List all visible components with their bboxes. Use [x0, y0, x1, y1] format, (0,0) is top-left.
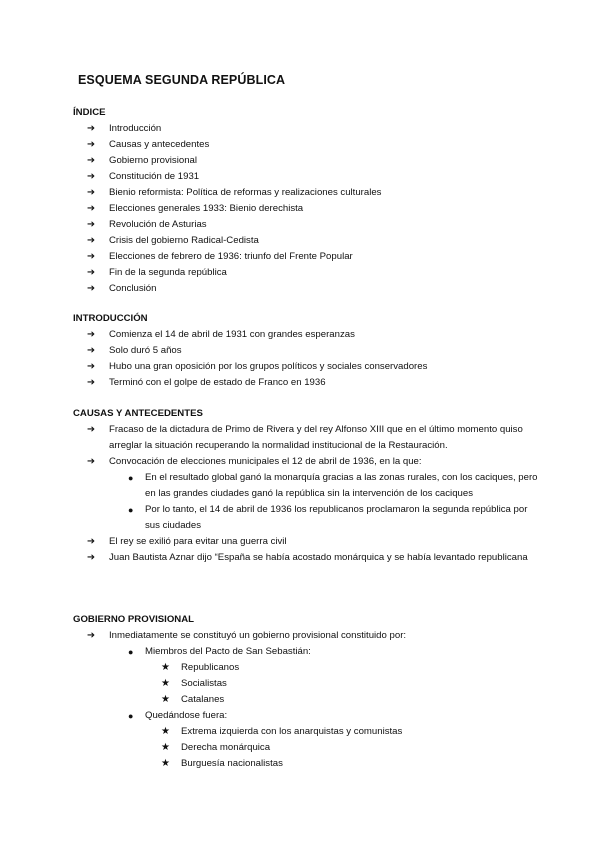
item-text: Solo duró 5 años	[109, 345, 182, 356]
indice-item: Revolución de Asturias	[109, 219, 207, 230]
section-heading: CAUSAS Y ANTECEDENTES	[73, 408, 203, 419]
bullet-icon: ●	[128, 647, 134, 657]
item-text: Terminó con el golpe de estado de Franco en 1936	[109, 377, 326, 388]
list-item	[73, 249, 543, 265]
introduccion-list	[73, 327, 543, 391]
list-item	[73, 185, 543, 201]
arrow-icon: ➔	[87, 139, 96, 150]
arrow-icon: ➔	[87, 203, 96, 214]
item-text: Extrema izquierda con los anarquistas y comunistas	[181, 726, 403, 737]
indice-list	[73, 121, 543, 297]
indice-item: Bienio reformista: Política de reformas y realizaciones culturales	[109, 187, 382, 198]
arrow-icon: ➔	[87, 187, 96, 198]
item-text: En el resultado global ganó la monarquía gracias a las zonas rurales, con los caciques, pero en las grandes ciudades ganó la república sin la intervención de los caciques	[145, 472, 538, 499]
star-icon: ★	[161, 742, 170, 753]
sub-list-item	[109, 644, 543, 708]
arrow-icon: ➔	[87, 377, 96, 388]
arrow-icon: ➔	[87, 267, 96, 278]
list-item	[73, 121, 543, 137]
item-text: Catalanes	[181, 694, 225, 705]
list-item	[73, 153, 543, 169]
arrow-icon: ➔	[87, 536, 96, 547]
item-text: Socialistas	[181, 678, 227, 689]
list-item	[73, 534, 543, 550]
list-item	[73, 217, 543, 233]
list-item	[73, 281, 543, 297]
arrow-icon: ➔	[87, 345, 96, 356]
sub-list	[109, 470, 543, 534]
list-item	[73, 169, 543, 185]
arrow-icon: ➔	[87, 630, 96, 641]
list-item	[73, 233, 543, 249]
arrow-icon: ➔	[87, 456, 96, 467]
item-text: Derecha monárquica	[181, 742, 271, 753]
list-item	[73, 422, 543, 454]
arrow-icon: ➔	[87, 251, 96, 262]
arrow-icon: ➔	[87, 219, 96, 230]
arrow-icon: ➔	[87, 424, 96, 435]
section-heading: INTRODUCCIÓN	[73, 313, 148, 324]
item-text: Burguesía nacionalistas	[181, 758, 283, 769]
star-icon: ★	[161, 758, 170, 769]
star-item	[145, 676, 543, 692]
item-text: Fracaso de la dictadura de Primo de Rivera y del rey Alfonso XIII que en el último momento quiso arreglar la situación recuperando la normalidad institucional de la Restauración.	[109, 424, 523, 451]
item-text: Convocación de elecciones municipales el 12 de abril de 1936, en la que:	[109, 456, 422, 467]
indice-item: Conclusión	[109, 283, 157, 294]
list-item	[73, 550, 543, 566]
list-item	[73, 375, 543, 391]
arrow-icon: ➔	[87, 283, 96, 294]
sub-list-item	[109, 470, 543, 502]
star-icon: ★	[161, 694, 170, 705]
bullet-icon: ●	[128, 473, 134, 483]
arrow-icon: ➔	[87, 155, 96, 166]
item-text: Por lo tanto, el 14 de abril de 1936 los republicanos proclamaron la segunda república por sus ciudades	[145, 504, 528, 531]
star-item	[145, 756, 543, 772]
item-text: Comienza el 14 de abril de 1931 con grandes esperanzas	[109, 329, 355, 340]
arrow-icon: ➔	[87, 123, 96, 134]
sub-sub-list	[145, 724, 543, 772]
indice-item: Elecciones generales 1933: Bienio derechista	[109, 203, 304, 214]
sub-sub-list	[145, 660, 543, 708]
section-heading: GOBIERNO PROVISIONAL	[73, 614, 194, 625]
section-introduccion	[73, 311, 543, 391]
indice-item: Gobierno provisional	[109, 155, 197, 166]
sub-list-item	[109, 502, 543, 534]
arrow-icon: ➔	[87, 361, 96, 372]
star-item	[145, 660, 543, 676]
section-causas	[73, 406, 543, 566]
arrow-icon: ➔	[87, 171, 96, 182]
indice-item: Elecciones de febrero de 1936: triunfo del Frente Popular	[109, 251, 353, 262]
indice-item: Crisis del gobierno Radical-Cedista	[109, 235, 259, 246]
star-item	[145, 740, 543, 756]
bullet-icon: ●	[128, 505, 134, 515]
star-icon: ★	[161, 678, 170, 689]
bullet-icon: ●	[128, 711, 134, 721]
list-item	[73, 265, 543, 281]
list-item	[73, 343, 543, 359]
arrow-icon: ➔	[87, 235, 96, 246]
list-item	[73, 359, 543, 375]
list-item	[73, 137, 543, 153]
indice-item: Causas y antecedentes	[109, 139, 210, 150]
list-item	[73, 628, 543, 772]
section-heading: ÍNDICE	[73, 107, 106, 118]
item-text: Juan Bautista Aznar dijo “España se había acostado monárquica y se había levantado republicana	[109, 552, 528, 563]
document-title: ESQUEMA SEGUNDA REPÚBLICA	[78, 73, 286, 87]
gobierno-list	[73, 628, 543, 772]
star-item	[145, 692, 543, 708]
indice-item: Fin de la segunda república	[109, 267, 227, 278]
sub-list	[109, 644, 543, 772]
arrow-icon: ➔	[87, 552, 96, 563]
arrow-icon: ➔	[87, 329, 96, 340]
item-text: Quedándose fuera:	[145, 710, 228, 721]
indice-item: Constitución de 1931	[109, 171, 200, 182]
star-icon: ★	[161, 662, 170, 673]
list-item	[73, 327, 543, 343]
section-gobierno	[73, 612, 543, 772]
item-text: Hubo una gran oposición por los grupos políticos y sociales conservadores	[109, 361, 428, 372]
star-item	[145, 724, 543, 740]
causas-list	[73, 422, 543, 566]
sub-list-item	[109, 708, 543, 772]
item-text: Miembros del Pacto de San Sebastián:	[145, 646, 311, 657]
star-icon: ★	[161, 726, 170, 737]
list-item	[73, 454, 543, 534]
item-text: Inmediatamente se constituyó un gobierno provisional constituido por:	[109, 630, 407, 641]
item-text: El rey se exilió para evitar una guerra civil	[109, 536, 287, 547]
item-text: Republicanos	[181, 662, 240, 673]
section-indice	[73, 105, 543, 297]
list-item	[73, 201, 543, 217]
indice-item: Introducción	[109, 123, 162, 134]
